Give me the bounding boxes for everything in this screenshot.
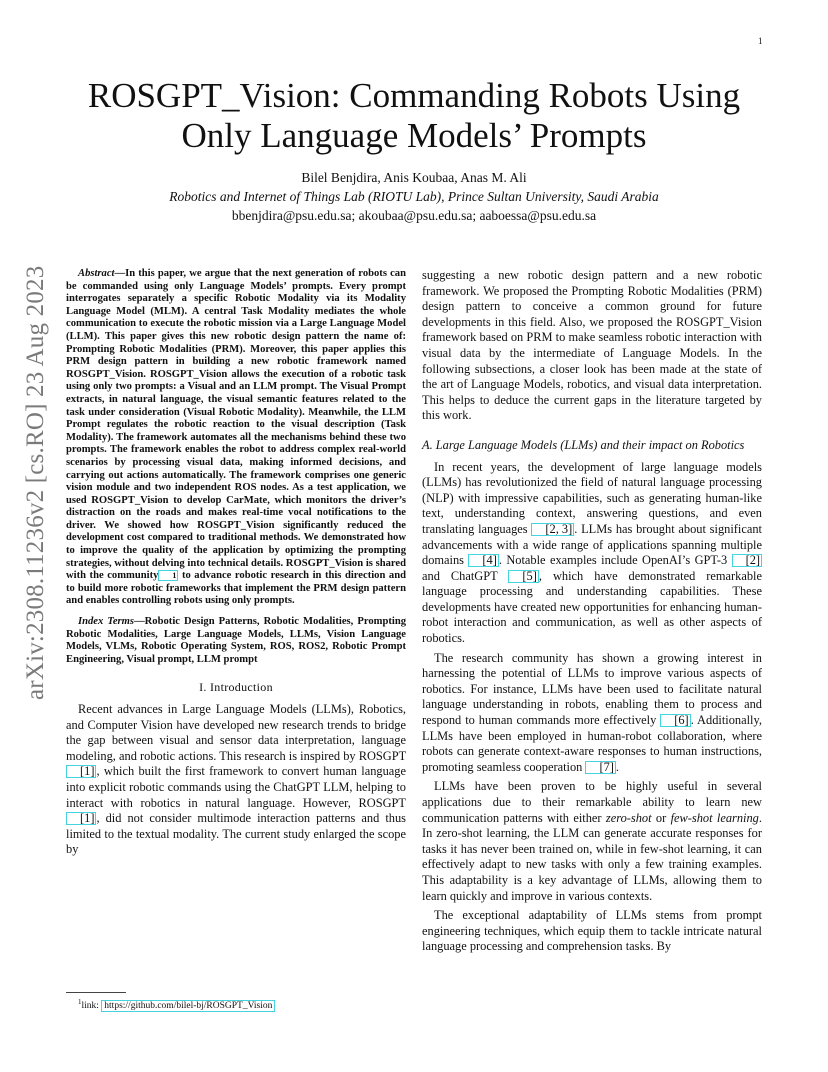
body-text: or	[651, 810, 671, 825]
index-terms-text: —Robotic Design Patterns, Robotic Modalities, Prompting Robotic Modalities, Large Language Models, LLMs, Vision Language Models, VLMs, Robotic Operating System, ROS, ROS2, Robotic Prompt Engineering, Visual prompt, LLM prompt	[66, 616, 407, 665]
intro-text: , did not consider multimode interaction patterns and thus limited to the textual modality. The current study enlarged the scope by	[66, 811, 406, 857]
emails: bbenjdira@psu.edu.sa; akoubaa@psu.edu.sa; aaboessa@psu.edu.sa	[231, 208, 597, 223]
llm-paragraph-4: The exceptional adaptability of LLMs stems from prompt engineering techniques, which equip them to tackle intricate natural language processing and comprehension tasks. By	[422, 908, 762, 954]
body-text: , which have demonstrated remarkable language processing and understanding capabilities. These developments have created new opportunities for enhancing human-robot interaction and communication, as well as other aspects of robotics.	[422, 568, 762, 646]
right-column	[422, 268, 762, 959]
footnote-marker-link[interactable]: 1	[158, 570, 178, 581]
llm-paragraph-3	[422, 779, 762, 904]
intro-paragraph-1	[66, 702, 406, 858]
left-column	[66, 268, 406, 862]
github-link[interactable]: https://github.com/bilel-bj/ROSGPT_Vision	[101, 1000, 275, 1012]
citation-link[interactable]: [1]	[66, 812, 96, 825]
body-text: and ChatGPT	[422, 568, 509, 583]
index-terms-lead: Index Terms	[78, 616, 135, 628]
abstract	[66, 268, 406, 608]
paper-title: ROSGPT_Vision: Commanding Robots Using Only Language Models’ Prompts	[87, 76, 741, 155]
citation-link[interactable]: [1]	[66, 765, 96, 778]
index-terms	[66, 616, 406, 666]
body-text: . Additionally, LLMs have been employed in human-robot collaboration, where robots can generate context-aware responses to human instructions, promoting seamless cooperation	[422, 713, 762, 774]
authors: Bilel Benjdira, Anis Koubaa, Anas M. Ali	[301, 170, 527, 185]
footnote	[78, 998, 275, 1011]
footnote-rule	[66, 992, 126, 993]
affiliation: Robotics and Internet of Things Lab (RIOTU Lab), Prince Sultan University, Saudi Arabia	[169, 189, 659, 204]
body-text: In recent years, the development of large language models (LLMs) has revolutionized the field of natural language processing (NLP) with impressive capabilities, such as generating human-like text, understanding context, answering questions, and even translating languages	[422, 459, 762, 536]
intro-text: Recent advances in Large Language Models (LLMs), Robotics, and Computer Vision have developed new research trends to bridge the gap between visual and sensor data interpretation, language modeling, and robotic actions. This research is inspired by ROSGPT	[66, 702, 406, 763]
subsection-heading-llms: A. Large Language Models (LLMs) and their impact on Robotics	[422, 437, 745, 452]
body-text: The research community has shown a growing interest in harnessing the potential of LLMs to improve various aspects of robotics. For instance, LLMs have been used to facilitate natural language understanding in robots, enabling them to process and respond to human commands more effectively	[422, 650, 762, 728]
citation-link[interactable]: [5]	[508, 570, 538, 583]
emphasis-text: zero-shot	[605, 810, 652, 825]
body-text: . Notable examples include OpenAI’s GPT-3	[498, 553, 732, 568]
body-text: .	[615, 759, 620, 774]
citation-link[interactable]: [7]	[585, 761, 615, 774]
section-heading-introduction: I. Introduction	[199, 680, 273, 695]
emphasis-text: few-shot learning	[670, 810, 759, 825]
citation-link[interactable]: [2, 3]	[531, 523, 574, 536]
body-text: LLMs have been proven to be highly useful in several applications due to their remarkable ability to learn new communication patterns with either	[422, 779, 762, 825]
footnote-number: 1	[78, 998, 82, 1006]
footnote-label: link:	[81, 1001, 102, 1012]
abstract-text-1: —In this paper, we argue that the next generation of robots can be commanded using only Language Models’ prompts. Every prompt interrogates separately a specific Robotic Modality via its Modality Language Model (MLM). A central Task Modality mediates the whole communication to execute the robotic mission via a Large Language Model (LLM). This paper gives this new robotic design pattern the name of: Prompting Robotic Modalities (PRM). Moreover, this paper applies this PRM design pattern in building a new robotic framework named ROSGPT_Vision. ROSGPT_Vision allows the execution of a robotic task using only two prompts: a Visual and an LLM prompt. The Visual Prompt extracts, in natural language, the visual semantic features related to the task under consideration (Visual Robotic Modality). Meanwhile, the LLM Prompt regulates the robotic reaction to the visual description (Task Modality). The framework automates all the mechanisms behind these two prompts. The framework enables the robot to address complex real-world scenarios by processing visual data, making informed decisions, and carrying out actions automatically. The framework comprises one generic vision module and two independent ROS nodes. As a test application, we used ROSGPT_Vision to develop CarMate, which monitors the driver’s distraction on the roads and makes real-time vocal notifications to the driver. We showed how ROSGPT_Vision significantly reduced the development cost compared to traditional methods. We demonstrated how to improve the quality of the application by optimizing the prompting strategies, without delving into technical details. ROSGPT_Vision is shared with the community	[66, 268, 406, 582]
abstract-lead: Abstract	[78, 268, 115, 279]
intro-text: , which built the first framework to convert human language into explicit robotic commands using the ChatGPT LLM, helping to interact with robotics in natural language. However, ROSGPT	[66, 764, 406, 810]
arxiv-stamp: arXiv:2308.11236v2 [cs.RO] 23 Aug 2023	[22, 265, 49, 700]
page-number: 1	[758, 36, 763, 46]
llm-paragraph-2	[422, 651, 762, 776]
paper-header	[60, 76, 768, 224]
intro-paragraph-1-continued: suggesting a new robotic design pattern and a new robotic framework. We proposed the Prompting Robotic Modalities (PRM) design pattern to conceive a common ground for future developments in this field. Also, we proposed the ROSGPT_Vision framework based on PRM to make seamless robotic interaction with visual data by the intermediate of Language Models. In the following subsections, a closer look has been made at the state of the art of Language Models, robotics, and visual data interpretation. This helps to deduce the current gaps in the literature targeted by this work.	[422, 268, 762, 423]
citation-link[interactable]: [2]	[732, 554, 762, 567]
abstract-text-2: to advance robotic research in this direction and to build more robotic frameworks that implement the PRM design pattern and enables controlling robots using only prompts.	[66, 570, 406, 607]
body-text: . LLMs has brought about significant advancements with a wide range of applications spanning multiple domains	[422, 521, 762, 568]
llm-paragraph-1	[422, 460, 762, 647]
citation-link[interactable]: [6]	[660, 714, 690, 727]
citation-link[interactable]: [4]	[468, 554, 498, 567]
body-text: . In zero-shot learning, the LLM can generate accurate responses for tasks it has never been trained on, while in few-shot learning, it can effectively adapt to new tasks with only a few training examples. This adaptability is a key advantage of LLMs, allowing them to learn quickly and improve in various contexts.	[422, 810, 762, 903]
